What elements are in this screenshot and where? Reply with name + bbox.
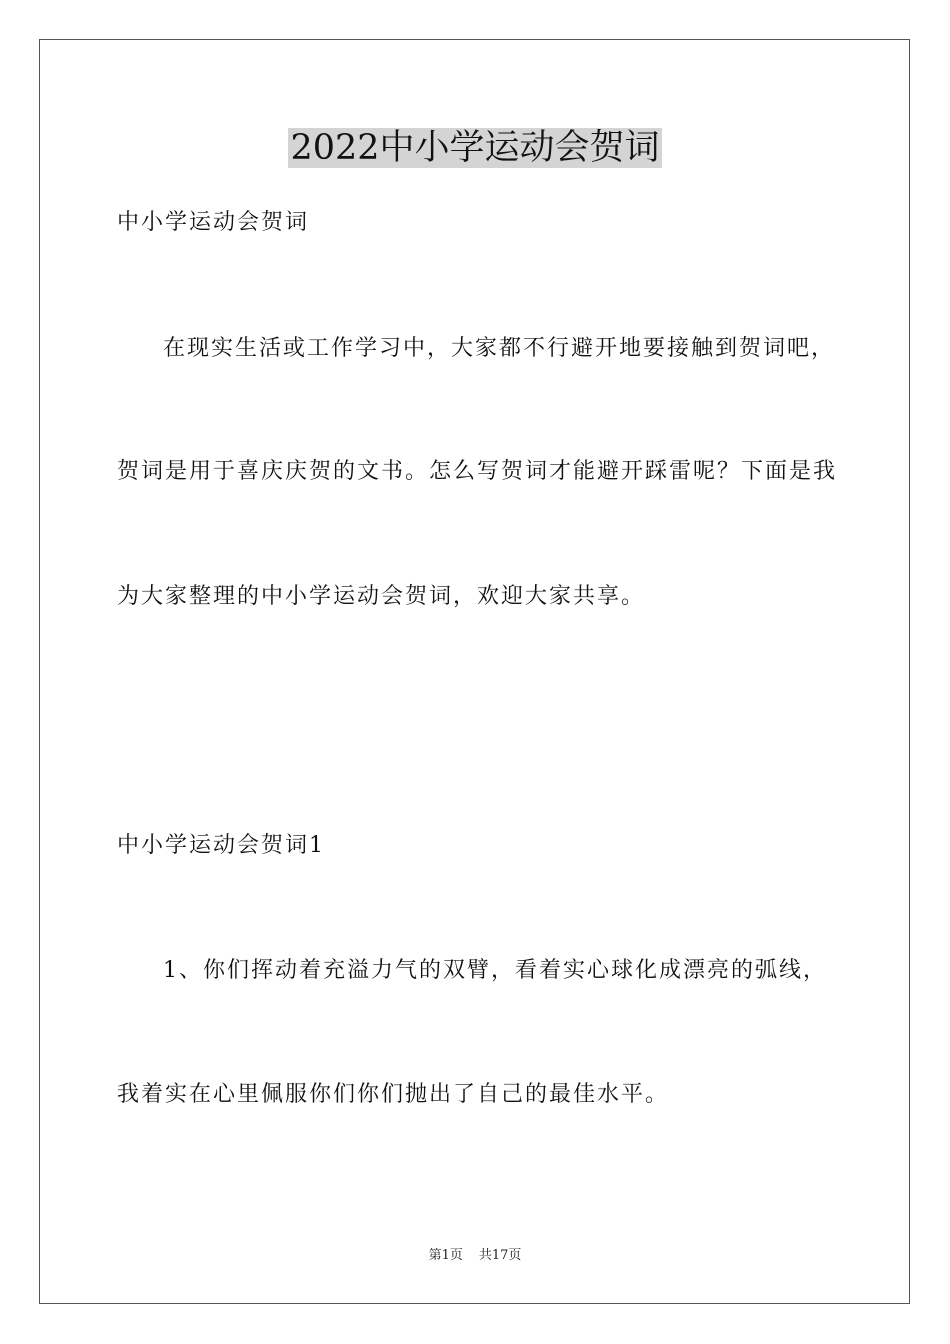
section-heading: 中小学运动会贺词1 — [117, 833, 325, 858]
intro-line-3: 为大家整理的中小学运动会贺词，欢迎大家共享。 — [117, 584, 646, 609]
page-number: 第1页 — [428, 1248, 463, 1263]
page-total: 共17页 — [478, 1248, 522, 1263]
document-subtitle: 中小学运动会贺词 — [117, 210, 310, 235]
section-line-2: 我着实在心里佩服你们你们抛出了自己的最佳水平。 — [117, 1082, 670, 1107]
page-footer — [0, 1247, 950, 1265]
document-title-text: 2022中小学运动会贺词 — [290, 128, 660, 168]
section-line-1: 1、你们挥动着充溢力气的双臂，看着实心球化成漂亮的弧线， — [163, 958, 827, 983]
document-title — [0, 126, 950, 170]
intro-line-2: 贺词是用于喜庆庆贺的文书。怎么写贺词才能避开踩雷呢？下面是我 — [117, 459, 838, 484]
intro-line-1: 在现实生活或工作学习中，大家都不行避开地要接触到贺词吧， — [163, 336, 836, 361]
